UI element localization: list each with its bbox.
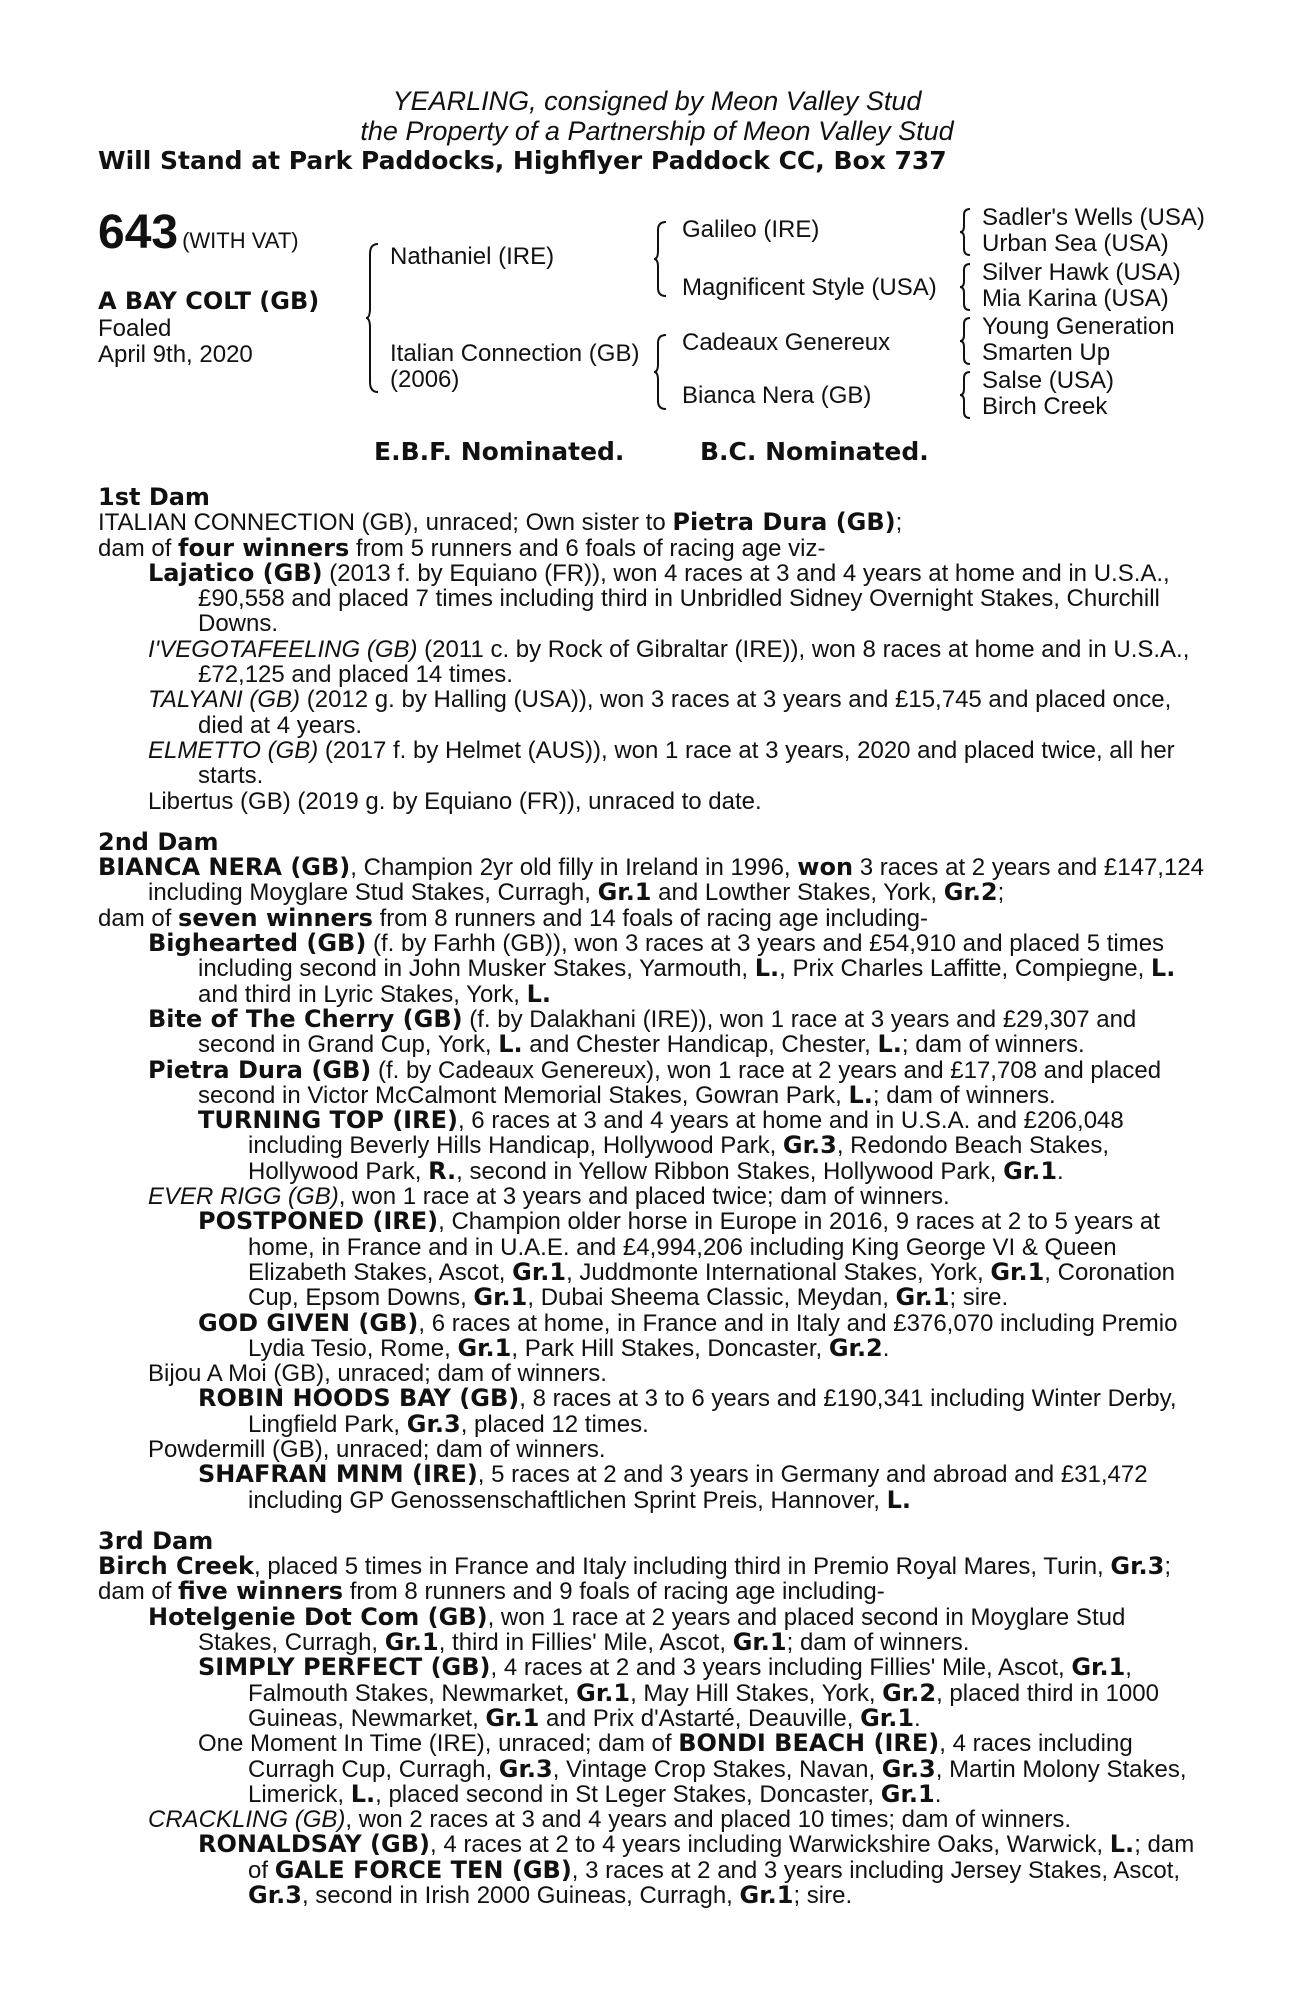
property-line: the Property of a Partnership of Meon Valley Stud (360, 116, 954, 146)
pedigree-sire-dam: Magnificent Style (USA) (682, 274, 937, 301)
second-dam-heading: 2nd Dam (98, 827, 219, 856)
vat-note: (WITH VAT) (182, 228, 299, 253)
foaled-label: Foaled (98, 315, 172, 342)
second-dam-produce-summary: dam of seven winners from 8 runners and 14 foals of racing age including- (98, 903, 928, 932)
pedigree-dam-sire: Cadeaux Genereux (682, 329, 891, 356)
produce-entry: Bijou A Moi (GB), unraced; dam of winners. (148, 1360, 607, 1388)
first-dam-heading: 1st Dam (98, 483, 210, 511)
pedigree-dam-dam: Bianca Nera (GB) (682, 382, 872, 409)
pedigree-sds: Silver Hawk (USA) (982, 259, 1181, 286)
pedigree-dsd: Smarten Up (982, 339, 1111, 366)
produce-entry: Libertus (GB) (2019 g. by Equiano (FR)), unraced to date. (148, 787, 762, 815)
produce-entry: One Moment In Time (IRE), unraced; dam of BONDI BEACH (IRE), 4 races including Curragh Cup, Curragh, Gr.3, Vintage Crop Stakes, Navan, Gr.3, Martin Molony Stakes, Limerick, L., placed second in St Leger Stakes, Doncaster, Gr.1. (198, 1729, 1187, 1808)
foaled-date: April 9th, 2020 (98, 341, 253, 368)
pedigree-dds: Salse (USA) (982, 367, 1115, 394)
pedigree-bracket-sd (960, 262, 972, 312)
produce-entry: CRACKLING (GB), won 2 races at 3 and 4 years and placed 10 times; dam of winners. (148, 1806, 1072, 1834)
pedigree-bracket-dam (654, 333, 668, 411)
produce-entry: ROBIN HOODS BAY (GB), 8 races at 3 to 6 years and £190,341 including Winter Derby, Lingfield Park, Gr.3, placed 12 times. (198, 1384, 1177, 1438)
pedigree-sss: Sadler's Wells (USA) (982, 204, 1205, 231)
produce-entry: SIMPLY PERFECT (GB), 4 races at 2 and 3 years including Fillies' Mile, Ascot, Gr.1, Falmouth Stakes, Newmarket, Gr.1, May Hill Stakes, York, Gr.2, placed third in 1000 Guineas, Newmarket, Gr.1 and Prix d'Astarté, Deauville, Gr.1. (198, 1653, 1159, 1732)
produce-entry: EVER RIGG (GB), won 1 race at 3 years and placed twice; dam of winners. (148, 1183, 950, 1211)
produce-entry: Bite of The Cherry (GB) (f. by Dalakhani (IRE)), won 1 race at 3 years and £29,307 and second in Grand Cup, York, L. and Chester Handicap, Chester, L.; dam of winners. (148, 1004, 1137, 1059)
pedigree-sire: Nathaniel (IRE) (390, 243, 555, 270)
produce-entry: Pietra Dura (GB) (f. by Cadeaux Genereux), won 1 race at 2 years and £17,708 and placed second in Victor McCalmont Memorial Stakes, Gowran Park, L.; dam of winners. (148, 1055, 1162, 1109)
third-dam-heading: 3rd Dam (98, 1526, 214, 1555)
produce-entry: POSTPONED (IRE), Champion older horse in Europe in 2016, 9 races at 2 to 5 years at home, in France and in U.A.E. and £4,994,206 including King George VI & Queen Elizabeth Stakes, Ascot, Gr.1, Juddmonte International Stakes, York, Gr.1, Coronation Cup, Epsom Downs, Gr.1, Dubai Sheema Classic, Meydan, Gr.1; sire. (198, 1207, 1176, 1312)
produce-entry: TURNING TOP (IRE), 6 races at 3 and 4 years at home and in U.S.A. and £206,048 including Beverly Hills Handicap, Hollywood Park, Gr.3, Redondo Beach Stakes, Hollywood Park, R., second in Yellow Ribbon Stakes, Hollywood Park, Gr.1. (198, 1106, 1124, 1185)
pedigree-bracket-sire (654, 220, 668, 298)
pedigree-ddd: Birch Creek (982, 393, 1108, 420)
second-dam-para: BIANCA NERA (GB), Champion 2yr old filly in Ireland in 1996, won 3 races at 2 years and £147,124 including Moyglare Stud Stakes, Curragh, Gr.1 and Lowther Stakes, York, Gr.2; (98, 853, 1205, 907)
produce-entry: Bighearted (GB) (f. by Farhh (GB)), won 3 races at 3 years and £54,910 and placed 5 times including second in John Musker Stakes, Yarmouth, L., Prix Charles Laffitte, Compiegne, L. and third in Lyric Stakes, York, L. (148, 929, 1176, 1008)
pedigree-sdd: Mia Karina (USA) (982, 285, 1169, 312)
produce-entry: Powdermill (GB), unraced; dam of winners. (148, 1435, 606, 1463)
pedigree-dss: Young Generation (982, 313, 1175, 340)
produce-entry: SHAFRAN MNM (IRE), 5 races at 2 and 3 years in Germany and abroad and £31,472 including GP Genossenschaftlichen Sprint Preis, Hannover, L. (198, 1460, 1148, 1514)
pedigree-sire-sire: Galileo (IRE) (682, 216, 820, 243)
pedigree-bracket-ss (960, 207, 972, 257)
pedigree-bracket-ds (960, 316, 972, 366)
consignor-line: YEARLING, consigned by Meon Valley Stud (392, 86, 922, 116)
pedigree-dam-year: (2006) (390, 366, 460, 393)
pedigree-bracket-dd (960, 370, 972, 420)
lot-number-block (98, 205, 299, 260)
horse-description: A BAY COLT (GB) (98, 287, 320, 315)
produce-entry: GOD GIVEN (GB), 6 races at home, in France and in Italy and £376,070 including Premio Lydia Tesio, Rome, Gr.1, Park Hill Stakes, Doncaster, Gr.2. (198, 1308, 1178, 1362)
third-dam-para: Birch Creek, placed 5 times in France and Italy including third in Premio Royal Mares, Turin, Gr.3; dam of five winners from 8 runners and 9 foals of racing age including- (98, 1552, 1171, 1606)
stand-location: Will Stand at Park Paddocks, Highflyer Paddock CC, Box 737 (98, 146, 947, 175)
produce-entry: Lajatico (GB) (2013 f. by Equiano (FR)), won 4 races at 3 and 4 years at home and in U.S.A., £90,558 and placed 7 times including third in Unbridled Sidney Overnight Stakes, Churchill Downs. (148, 558, 1170, 638)
foaled-block (98, 316, 253, 368)
lot-number: 643 (98, 206, 179, 259)
pedigree-ssd: Urban Sea (USA) (982, 230, 1169, 257)
catalogue-body (98, 485, 1204, 1908)
produce-entry: RONALDSAY (GB), 4 races at 2 to 4 years including Warwickshire Oaks, Warwick, L.; dam of GALE FORCE TEN (GB), 3 races at 2 and 3 years including Jersey Stakes, Ascot, Gr.3, second in Irish 2000 Guineas, Curragh, Gr.1; sire. (198, 1830, 1195, 1910)
produce-entry: Hotelgenie Dot Com (GB), won 1 race at 2 years and placed second in Moyglare Stud Stakes, Curragh, Gr.1, third in Fillies' Mile, Ascot, Gr.1; dam of winners. (148, 1602, 1126, 1657)
first-dam-para: ITALIAN CONNECTION (GB), unraced; Own sister to Pietra Dura (GB); dam of four winners from 5 runners and 6 foals of racing age viz- (98, 508, 903, 562)
produce-entry: TALYANI (GB) (2012 g. by Halling (USA)), won 3 races at 3 years and £15,745 and placed once, died at 4 years. (148, 686, 1172, 739)
pedigree-dam: Italian Connection (GB) (390, 340, 640, 367)
pedigree-bracket-gen1 (366, 242, 380, 394)
bc-nomination: B.C. Nominated. (700, 437, 929, 466)
produce-entry: I'VEGOTAFEELING (GB) (2011 c. by Rock of Gibraltar (IRE)), won 8 races at home and in U.S.A., £72,125 and placed 14 times. (148, 635, 1190, 689)
produce-entry: ELMETTO (GB) (2017 f. by Helmet (AUS)), won 1 race at 3 years, 2020 and placed twice, all her starts. (148, 736, 1175, 790)
ebf-nomination: E.B.F. Nominated. (374, 437, 625, 466)
